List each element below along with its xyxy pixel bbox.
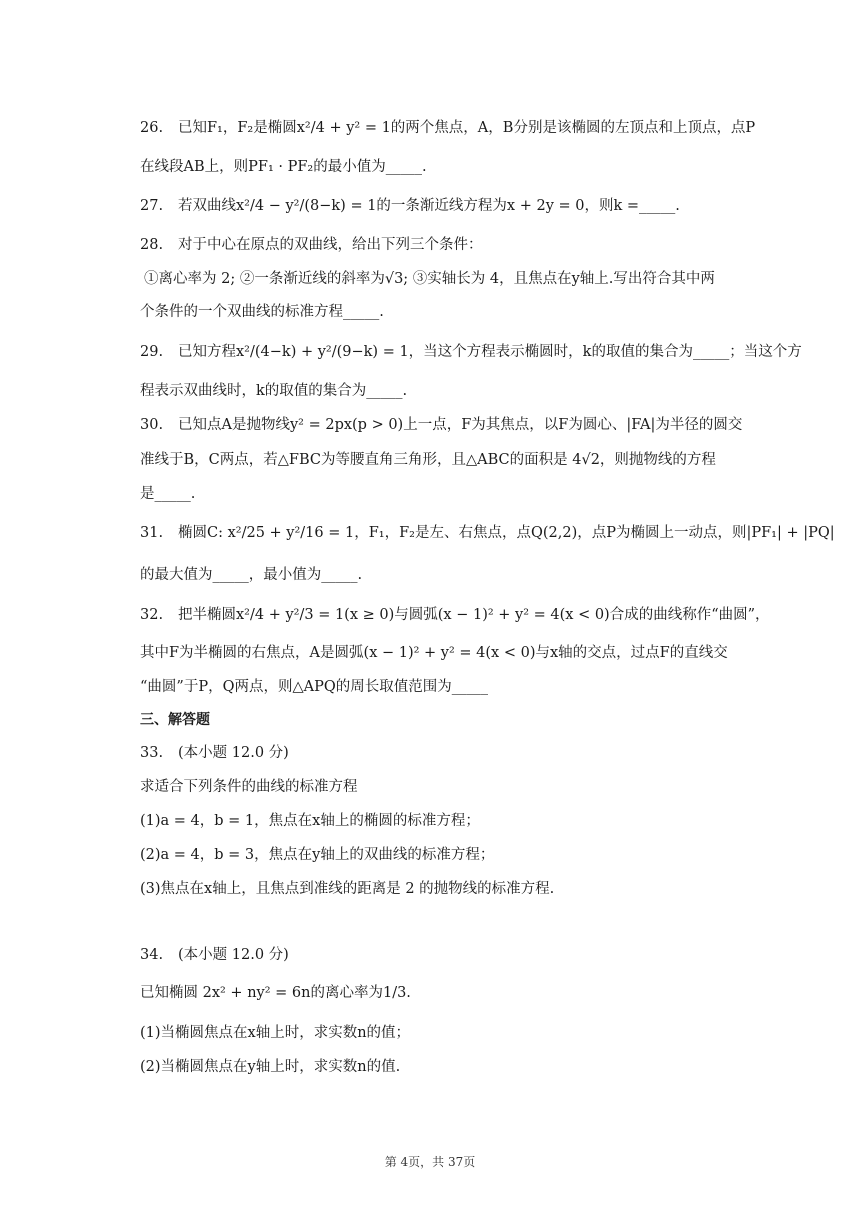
question-score: (本小题 12.0 分) [178, 745, 289, 761]
page-footer: 第 4页，共 37页 [384, 1155, 476, 1169]
question-27-line-1 [140, 195, 680, 217]
question-text: 对于中心在原点的双曲线，给出下列三个条件： [178, 237, 483, 253]
question-text: 若双曲线x²/4 − y²/(8−k) = 1的一条渐近线方程为x + 2y = 0，则k =_____. [178, 198, 680, 214]
question-text: 已知F₁，F₂是椭圆x²/4 + y² = 1的两个焦点，A，B分别是该椭圆的左顶点和上顶点，点P [178, 120, 756, 136]
question-32-line-2: 其中F为半椭圆的右焦点，A是圆弧(x − 1)² + y² = 4(x < 0)与x轴的交点，过点F的直线交 [140, 645, 728, 661]
question-30-line-2: 准线于B，C两点，若△FBC为等腰直角三角形，且△ABC的面积是 4√2，则抛物线的方程 [140, 452, 716, 468]
question-28-line-3: 个条件的一个双曲线的标准方程_____. [140, 304, 384, 320]
question-29-line-2: 程表示双曲线时，k的取值的集合为_____. [140, 383, 408, 399]
question-number: 26. [140, 120, 164, 136]
question-number: 30. [140, 417, 164, 433]
question-26-line-2: 在线段AB上，则PF₁ · PF₂的最小值为_____. [140, 159, 427, 175]
question-28-line-1 [140, 234, 483, 256]
question-28-line-2: ①离心率为 2; ②一条渐近线的斜率为√3; ③实轴长为 4，且焦点在y轴上.写出符合其中两 [144, 271, 715, 287]
question-number: 28. [140, 237, 164, 253]
question-30-line-3: 是_____. [140, 486, 196, 502]
question-number: 31. [140, 525, 164, 541]
question-text: 椭圆C: x²/25 + y²/16 = 1，F₁，F₂是左、右焦点，点Q(2,2)，点P为椭圆上一动点，则|PF₁| + |PQ| [178, 525, 835, 541]
question-33-header [140, 742, 289, 764]
question-number: 29. [140, 344, 164, 360]
question-34-part-2: (2)当椭圆焦点在y轴上时，求实数n的值. [140, 1059, 401, 1075]
question-number: 33. [140, 745, 164, 761]
question-text: 已知点A是抛物线y² = 2px(p > 0)上一点，F为其焦点，以F为圆心、|FA|为半径的圆交 [178, 417, 743, 433]
question-32-line-3: “曲圆”于P，Q两点，则△APQ的周长取值范围为_____ [140, 679, 488, 695]
question-text: 已知方程x²/(4−k) + y²/(9−k) = 1，当这个方程表示椭圆时，k的取值的集合为_____；当这个方 [178, 344, 802, 360]
question-33-part-2: (2)a = 4，b = 3，焦点在y轴上的双曲线的标准方程； [140, 847, 495, 863]
question-34-part-1: (1)当椭圆焦点在x轴上时，求实数n的值； [140, 1025, 411, 1041]
question-34-header [140, 944, 289, 966]
question-text: 把半椭圆x²/4 + y²/3 = 1(x ≥ 0)与圆弧(x − 1)² + y² = 4(x < 0)合成的曲线称作“曲圆”， [178, 607, 770, 623]
question-26-line-1 [140, 117, 755, 139]
question-33-intro: 求适合下列条件的曲线的标准方程 [140, 779, 358, 795]
question-33-part-3: (3)焦点在x轴上，且焦点到准线的距离是 2 的抛物线的标准方程. [140, 881, 555, 897]
question-32-line-1 [140, 604, 770, 626]
question-number: 32. [140, 607, 164, 623]
question-33-part-1: (1)a = 4，b = 1，焦点在x轴上的椭圆的标准方程； [140, 813, 480, 829]
question-31-line-1 [140, 522, 835, 544]
question-34-intro: 已知椭圆 2x² + ny² = 6n的离心率为1/3. [140, 985, 411, 1001]
section-heading: 三、解答题 [140, 712, 210, 728]
question-score: (本小题 12.0 分) [178, 947, 289, 963]
question-29-line-1 [140, 341, 802, 363]
question-number: 34. [140, 947, 164, 963]
question-30-line-1 [140, 414, 742, 436]
question-number: 27. [140, 198, 164, 214]
question-31-line-2: 的最大值为_____，最小值为_____. [140, 567, 363, 583]
